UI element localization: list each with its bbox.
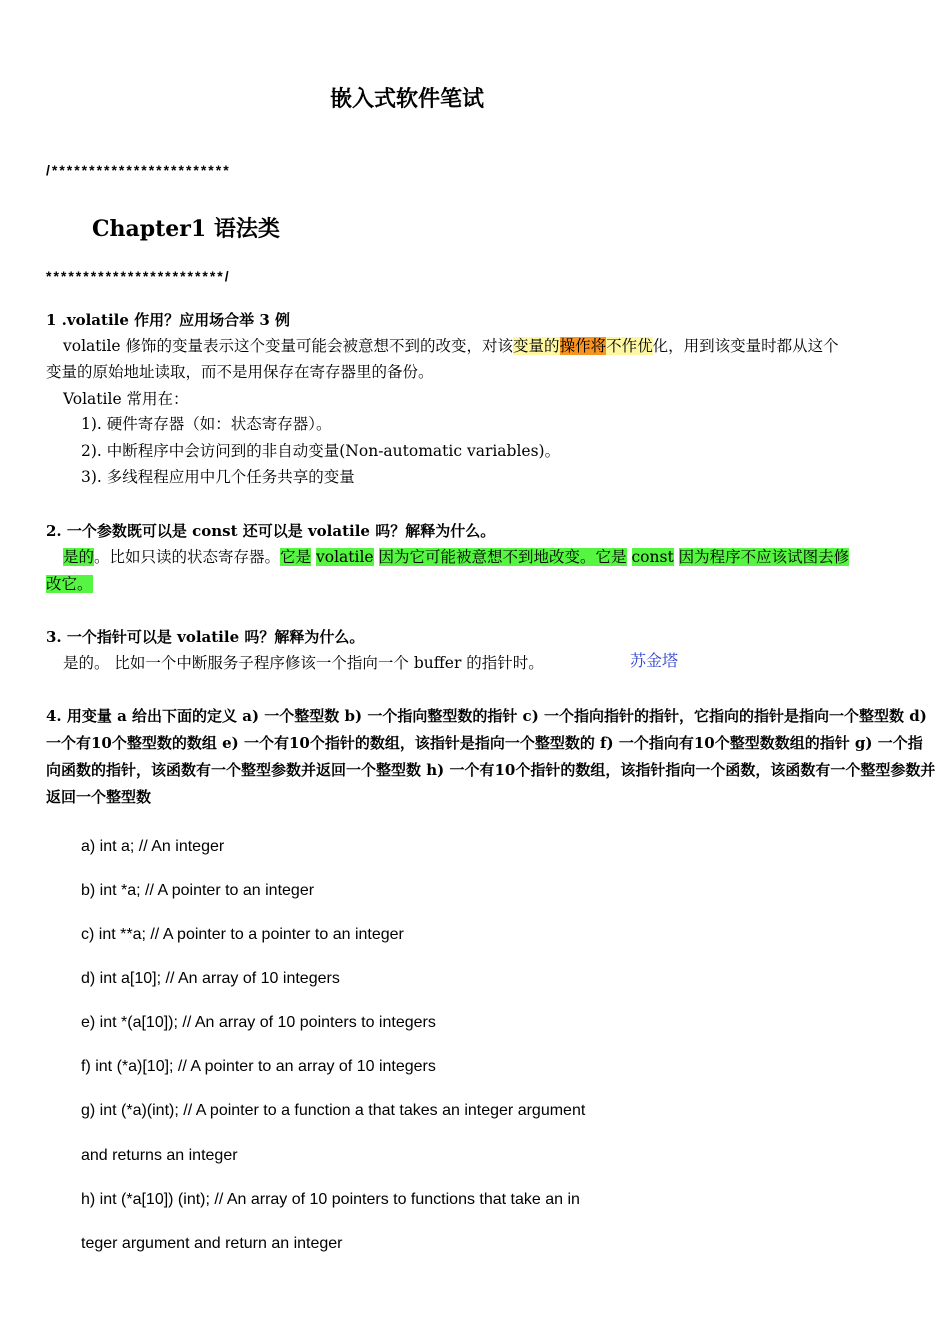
document-title: 嵌入式软件笔试 <box>329 86 484 112</box>
q1-usage-item-2: 2). 中断程序中会访问到的非自动变量(Non-automatic variables)。 <box>81 442 561 460</box>
code-line-a: a) int a; // An integer <box>81 838 225 855</box>
question-2: 2. 一个参数既可以是 const 还可以是 volatile 吗？解释为什么。 <box>46 522 496 540</box>
code-line-f: f) int (*a)[10]; // A pointer to an array of 10 integers <box>81 1058 436 1075</box>
comment-open-stars: /************************ <box>46 162 231 178</box>
q2-answer-line2 <box>46 571 93 597</box>
question-4: 4. 用变量 a 给出下面的定义 a) 一个整型数 b) 一个指向整型数的指针 c) 一个指向指针的指针，它指向的指针是指向一个整型数 d) 一个有10个整型数的数组 e) 一个有10个指针的数组，该指针是指向一个整型数的 f) 一个指向有10个整型数数组的指针 g) 一个指向函数的指针，该函数有一个整型参数并返回一个整型数 h) 一个有10个指针的数组，该指针指向一个函数，该函数有一个整型参数并返回一个整型数 <box>46 707 936 806</box>
q2-text: 。比如只读的状态寄存器。 <box>94 548 281 566</box>
q1-text-b: 化，用到该变量时都从这个 <box>652 337 839 355</box>
question-1: 1 .volatile 作用？应用场合举 3 例 <box>46 311 290 329</box>
q2-highlight-reason-2-cont: 改它。 <box>46 575 93 593</box>
q1-highlight-yellow-2: 不作优 <box>606 337 653 355</box>
q3-answer: 是的。 比如一个中断服务子程序修该一个指向一个 buffer 的指针时。 <box>63 654 544 672</box>
code-line-g: g) int (*a)(int); // A pointer to a function a that takes an integer argument <box>81 1102 586 1119</box>
q2-highlight-it-is-1: 它是 <box>280 548 312 566</box>
q2-highlight-reason-2: 因为程序不应该试图去修 <box>678 548 850 566</box>
code-line-h: h) int (*a[10]) (int); // An array of 10 pointers to functions that take an in <box>81 1191 580 1208</box>
code-line-b: b) int *a; // A pointer to an integer <box>81 882 315 899</box>
code-line-h-cont: teger argument and return an integer <box>81 1235 343 1252</box>
q2-highlight-volatile: volatile <box>315 548 374 566</box>
q1-usage-item-1: 1). 硬件寄存器（如：状态寄存器）。 <box>81 415 332 433</box>
code-line-g-cont: and returns an integer <box>81 1147 238 1164</box>
chapter-heading: Chapter1 语法类 <box>92 216 280 242</box>
q1-answer-line1 <box>63 333 839 359</box>
author-signature: 苏金塔 <box>630 651 679 670</box>
q2-highlight-it-is-2: 它是 <box>595 548 627 566</box>
q1-highlight-orange: 操作将 <box>559 337 607 355</box>
comment-close-stars: ************************/ <box>46 268 231 284</box>
q1-usage-intro: Volatile 常用在： <box>63 390 189 408</box>
q2-highlight-yes: 是的 <box>63 548 95 566</box>
q1-text-a: volatile 修饰的变量表示这个变量可能会被意想不到的改变，对该 <box>63 337 514 355</box>
code-line-e: e) int *(a[10]); // An array of 10 pointers to integers <box>81 1014 436 1031</box>
question-3: 3. 一个指针可以是 volatile 吗？解释为什么。 <box>46 628 365 646</box>
code-line-c: c) int **a; // A pointer to a pointer to an integer <box>81 926 404 943</box>
code-line-d: d) int a[10]; // An array of 10 integers <box>81 970 340 987</box>
q1-highlight-yellow-1: 变量的 <box>513 337 560 355</box>
q2-answer-line1 <box>63 544 849 570</box>
q1-answer-line2: 变量的原始地址读取，而不是用保存在寄存器里的备份。 <box>46 363 434 381</box>
q1-usage-item-3: 3). 多线程程应用中几个任务共享的变量 <box>81 468 355 486</box>
q2-highlight-reason-1: 因为它可能被意想不到地改变。 <box>378 548 596 566</box>
q2-highlight-const: const <box>631 548 674 566</box>
